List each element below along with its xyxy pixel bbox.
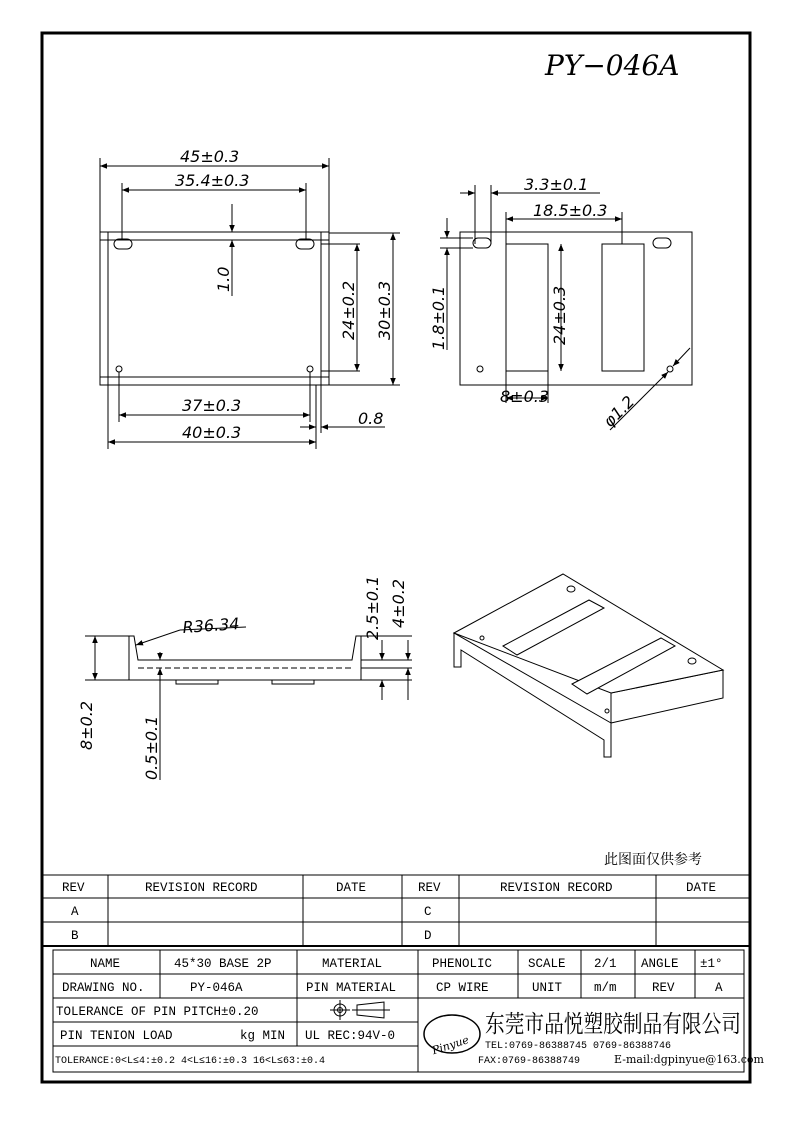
rev-c: C [424, 905, 432, 919]
company-email: E-mail:dgpinyue@163.com [614, 1053, 764, 1066]
name-value: 45*30 BASE 2P [174, 957, 272, 971]
pin-material-value: CP WIRE [436, 981, 489, 995]
material-value: PHENOLIC [432, 957, 493, 971]
dim-8-bottom: 8±0.3 [500, 387, 550, 406]
drawing-no-value: PY-046A [190, 981, 243, 995]
dim-3-3: 3.3±0.1 [524, 175, 589, 194]
dim-45: 45±0.3 [180, 147, 240, 166]
material-label: MATERIAL [322, 957, 383, 971]
dim-24-top: 24±0.2 [339, 280, 358, 340]
angle-value: ±1° [700, 957, 723, 971]
side-view [85, 627, 412, 780]
company-fax: FAX:0769-86388749 [478, 1056, 581, 1067]
dim-r36-34: R36.34 [181, 614, 241, 637]
dim-37: 37±0.3 [182, 396, 242, 415]
rev-label: REV [652, 981, 675, 995]
dim-1-8: 1.8±0.1 [429, 285, 448, 350]
dim-0-8: 0.8 [358, 409, 384, 428]
dim-1-0: 1.0 [214, 266, 233, 292]
rev-record-header-2: REVISION RECORD [500, 881, 613, 895]
dim-18-5: 18.5±0.3 [533, 201, 608, 220]
scale-value: 2/1 [594, 957, 617, 971]
dim-30-top: 30±0.3 [375, 280, 394, 340]
rev-header-1: REV [62, 881, 85, 895]
unit-label: UNIT [532, 981, 563, 995]
rev-date-header-1: DATE [336, 881, 367, 895]
company-logo [424, 1015, 480, 1058]
pin-load-label: PIN TENION LOAD [60, 1029, 173, 1043]
dim-35-4: 35.4±0.3 [175, 171, 250, 190]
rev-header-2: REV [418, 881, 441, 895]
isometric-view [454, 574, 723, 757]
rev-date-header-2: DATE [686, 881, 717, 895]
drawing-title: PY−046A [545, 49, 680, 82]
rev-b: B [71, 929, 79, 943]
general-tolerance: TOLERANCE:0<L≤4:±0.2 4<L≤16:±0.3 16<L≤63:±0.4 [55, 1056, 326, 1067]
scale-label: SCALE [528, 957, 566, 971]
rev-record-header-1: REVISION RECORD [145, 881, 258, 895]
projection-symbol-icon [330, 1000, 390, 1020]
pin-material-label: PIN MATERIAL [306, 981, 397, 995]
ul-rating: UL REC:94V-0 [305, 1029, 396, 1043]
reference-note: 此图面仅供参考 [604, 852, 702, 868]
name-label: NAME [90, 957, 121, 971]
dim-8-side: 8±0.2 [77, 700, 96, 750]
rev-d: D [424, 929, 432, 943]
dim-2-5: 2.5±0.1 [363, 575, 382, 640]
dim-4: 4±0.2 [389, 578, 408, 628]
dim-0-5: 0.5±0.1 [142, 715, 161, 780]
company-tel: TEL:0769-86388745 0769-86388746 [485, 1041, 672, 1052]
dim-24-bottom: 24±0.3 [550, 285, 569, 345]
rev-a: A [71, 905, 79, 919]
drawing-no-label: DRAWING NO. [62, 981, 145, 995]
rev-value: A [715, 981, 723, 995]
logo-text: Pinyue [430, 1033, 471, 1058]
angle-label: ANGLE [641, 957, 679, 971]
pin-load-unit: kg MIN [240, 1029, 286, 1043]
tolerance-pin-pitch: TOLERANCE OF PIN PITCH±0.20 [56, 1005, 259, 1019]
dim-40: 40±0.3 [182, 423, 242, 442]
unit-value: m/m [594, 981, 617, 995]
company-name: 东莞市品悦塑胶制品有限公司 [485, 1010, 741, 1038]
dim-phi-1-2: φ1.2 [599, 391, 639, 431]
